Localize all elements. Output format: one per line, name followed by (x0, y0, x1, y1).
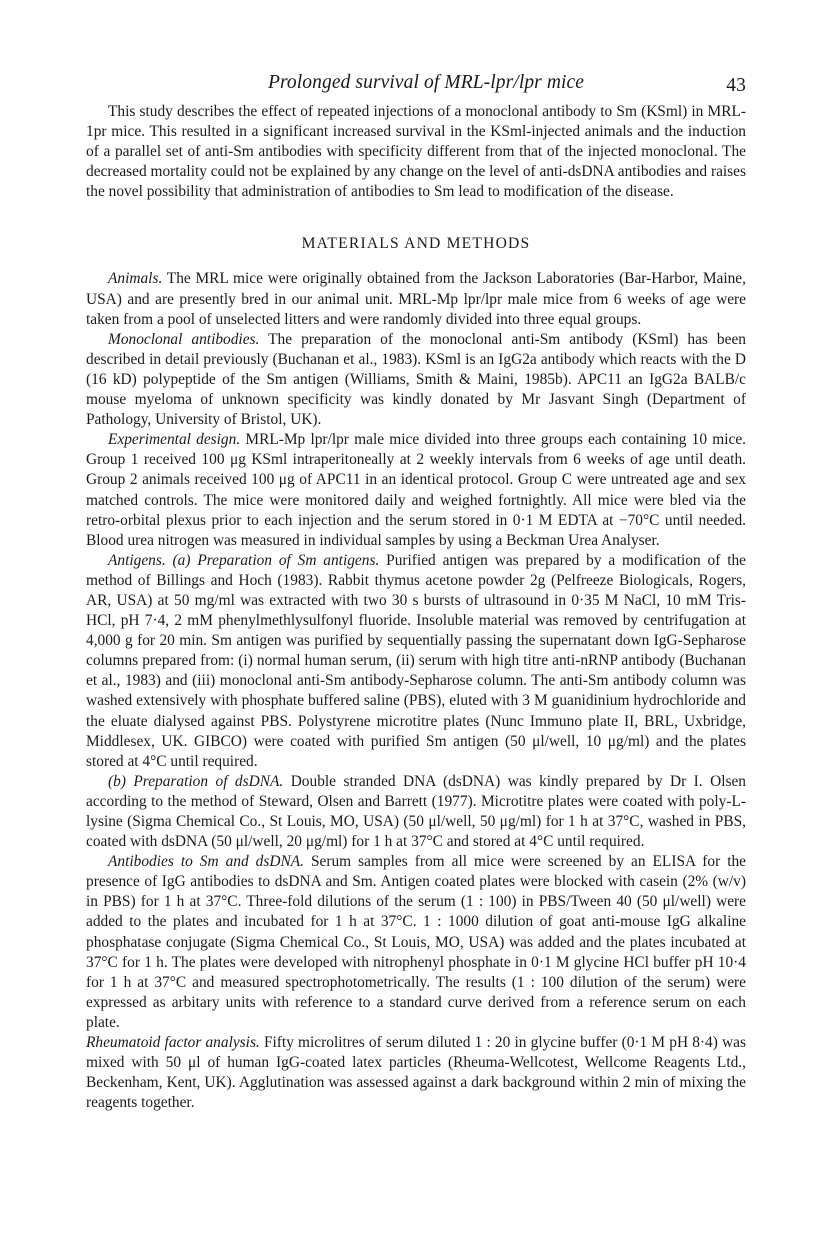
intro-paragraph: This study describes the effect of repeated injections of a monoclonal antibody to Sm (KSml) in MRL-1pr mice. This resulted in a significant increased survival in the KSml-injected animals and the induction of a parallel set of anti-Sm antibodies with specificity different from that of the injected monoclonal. The decreased mortality could not be explained by any change on the level of anti-dsDNA antibodies and raises the novel possibility that administration of antibodies to Sm lead to modification of the disease. (86, 103, 746, 201)
paragraph-body: MRL-Mp lpr/lpr male mice divided into three groups each containing 10 mice. Group 1 received 100 μg KSml intraperitoneally at 2 weekly intervals from 6 weeks of age until death. Group 2 animals received 100 μg of APC11 in an identical protocol. Group C were untreated age and sex matched controls. The mice were monitored daily and weighed fortnightly. All mice were bled via the retro-orbital plexus prior to each injection and the serum stored in 0·1 M EDTA at −70°C until needed. Blood urea nitrogen was measured in individual samples by using a Beckman Urea Analyser. (86, 431, 746, 549)
paragraph-rheumatoid-factor (86, 1033, 746, 1113)
running-head (86, 72, 746, 102)
paragraph-heading: (b) Preparation of dsDNA. (108, 772, 284, 790)
paragraph-antibodies-sm-dsdna (86, 852, 746, 1033)
paragraph-body: The preparation of the monoclonal anti-Sm antibody (KSml) has been described in detail previously (Buchanan et al., 1983). KSml is an IgG2a antibody which reacts with the D (16 kD) polypeptide of the Sm antigen (Williams, Smith & Maini, 1985b). APC11 an IgG2a BALB/c mouse myeloma of unknown specificity was kindly donated by Mr Jasvant Singh (Department of Pathology, University of Bristol, UK). (86, 330, 746, 429)
page-number: 43 (726, 75, 746, 96)
paragraph-experimental-design (86, 430, 746, 551)
page (86, 72, 746, 1113)
paragraph-heading: Antigens. (a) Preparation of Sm antigens. (108, 551, 380, 569)
running-title: Prolonged survival of MRL-lpr/lpr mice (267, 72, 585, 93)
paragraph-heading: Monoclonal antibodies. (108, 330, 260, 348)
paragraph-antigens (86, 551, 746, 772)
paragraph-body: Serum samples from all mice were screened by an ELISA for the presence of IgG antibodies to dsDNA and Sm. Antigen coated plates were blocked with casein (2% (w/v) in PBS) for 1 h at 37°C. Three-fold dilutions of the serum (1 : 100) in PBS/Tween 40 (50 μl/well) were added to the plates and incubated for 1 h at 37°C. 1 : 1000 dilution of goat anti-mouse IgG alkaline phosphatase conjugate (Sigma Chemical Co., St Louis, MO, USA) was added and the plates incubated at 37°C for 1 h. The plates were developed with nitrophenyl phosphate in 0·1 M glycine HCl buffer pH 10·4 for 1 h at 37°C and measured spectrophotometrically. The results (1 : 100 dilution of the serum) were expressed as arbitary units with reference to a standard curve derived from a reference serum on each plate. (86, 853, 747, 1031)
paragraph-heading: Animals. (108, 270, 163, 288)
section-heading: MATERIALS AND METHODS (301, 235, 531, 253)
paragraph-body: Purified antigen was prepared by a modification of the method of Billings and Hoch (1983). Rabbit thymus acetone powder 2g (Pelfreeze Biologicals, Rogers, AR, USA) at 50 mg/ml was extracted with two 30 s bursts of ultrasound in 0·35 M NaCl, 10 mM Tris-HCl, pH 7·4, 2 mM phenylmethlysulfonyl fluoride. Insoluble material was removed by centrifugation at 4,000 g for 20 min. Sm antigen was purified by sequentially passing the supernatant down IgG-Sepharose columns prepared from: (i) normal human serum, (ii) serum with high titre anti-nRNP antibody (Buchanan et al., 1983) and (iii) monoclonal anti-Sm antibody-Sepharose column. The anti-Sm antibody column was washed extensively with phosphate buffered saline (PBS), eluted with 3 M guanidinium hydrochloride and the eluate dialysed against PBS. Polystyrene microtitre plates (Nunc Immuno plate II, BRL, Uxbridge, Middlesex, UK. GIBCO) were coated with purified Sm antigen (50 μl/well, 10 μg/ml) and the plates stored at 4°C until required. (86, 551, 746, 770)
paragraph-animals (86, 269, 746, 329)
paragraph-body: The MRL mice were originally obtained from the Jackson Laboratories (Bar-Harbor, Maine, USA) and are presently bred in our animal unit. MRL-Mp lpr/lpr male mice from 6 weeks of age were taken from a pool of unselected litters and were randomly divided into three equal groups. (86, 270, 746, 328)
paragraph-body: Fifty microlitres of serum diluted 1 : 20 in glycine buffer (0·1 M pH 8·4) was mixed with 50 μl of human IgG-coated latex particles (Rheuma-Wellcotest, Wellcome Reagents Ltd., Beckenham, Kent, UK). Agglutination was assessed against a dark background within 2 min of mixing the reagents together. (86, 1034, 746, 1112)
paragraph-heading: Experimental design. (108, 431, 241, 449)
paragraph-monoclonal-antibodies (86, 330, 746, 430)
paragraph-heading: Antibodies to Sm and dsDNA. (108, 853, 304, 871)
paragraph-body: Double stranded DNA (dsDNA) was kindly prepared by Dr I. Olsen according to the method of Steward, Olsen and Barrett (1977). Microtitre plates were coated with poly-L-lysine (Sigma Chemical Co., St Louis, MO, USA) (50 μl/well, 50 μg/ml) for 1 h at 37°C, washed in PBS, coated with dsDNA (50 μl/well, 20 μg/ml) for 1 h at 37°C and stored at 4°C until required. (86, 772, 746, 851)
paragraph-heading: Rheumatoid factor analysis. (86, 1034, 260, 1052)
paragraph-dsdna (86, 772, 746, 852)
